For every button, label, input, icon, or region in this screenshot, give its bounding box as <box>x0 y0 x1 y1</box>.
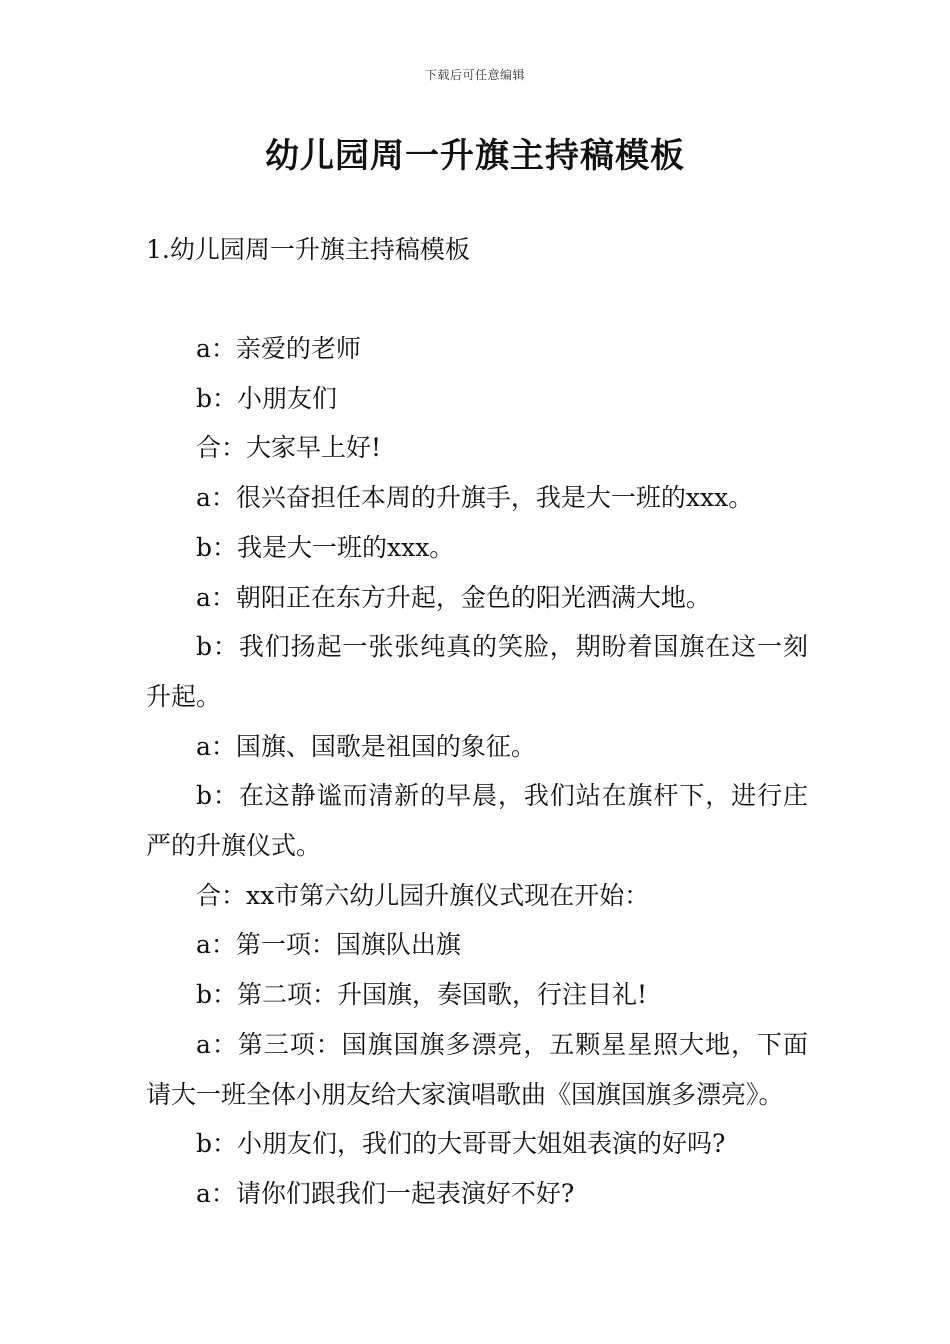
paragraph: 合：大家早上好! <box>196 433 382 463</box>
paragraph: a：请你们跟我们一起表演好不好? <box>196 1178 575 1208</box>
paragraph: 合：xx市第六幼儿园升旗仪式现在开始： <box>196 880 650 910</box>
document-body <box>146 324 808 1219</box>
paragraph: a：亲爱的老师 <box>196 334 361 363</box>
section-heading: 1.幼儿园周一升旗主持稿模板 <box>146 235 470 264</box>
header-note: 下载后可任意编辑 <box>424 68 525 82</box>
paragraph: b：小朋友们 <box>196 383 338 413</box>
paragraph: a：很兴奋担任本周的升旗手，我是大一班的xxx。 <box>196 483 754 513</box>
document-title: 幼儿园周一升旗主持稿模板 <box>265 136 685 176</box>
paragraph: b：我是大一班的xxx。 <box>196 532 455 562</box>
paragraph: a：朝阳正在东方升起，金色的阳光洒满大地。 <box>196 582 711 612</box>
paragraph: b：我们扬起一张张纯真的笑脸，期盼着国旗在这一刻升起。 <box>146 632 808 711</box>
paragraph: b：第二项：升国旗，奏国歌，行注目礼! <box>196 980 648 1010</box>
paragraph: b：小朋友们，我们的大哥哥大姐姐表演的好吗? <box>196 1129 726 1159</box>
paragraph: a：第一项：国旗队出旗 <box>196 930 461 960</box>
paragraph: a：第三项：国旗国旗多漂亮，五颗星星照大地，下面请大一班全体小朋友给大家演唱歌曲《国旗国旗多漂亮》。 <box>146 1029 808 1109</box>
paragraph: b：在这静谧而清新的早晨，我们站在旗杆下，进行庄严的升旗仪式。 <box>146 781 808 861</box>
paragraph: a：国旗、国歌是祖国的象征。 <box>196 731 536 761</box>
